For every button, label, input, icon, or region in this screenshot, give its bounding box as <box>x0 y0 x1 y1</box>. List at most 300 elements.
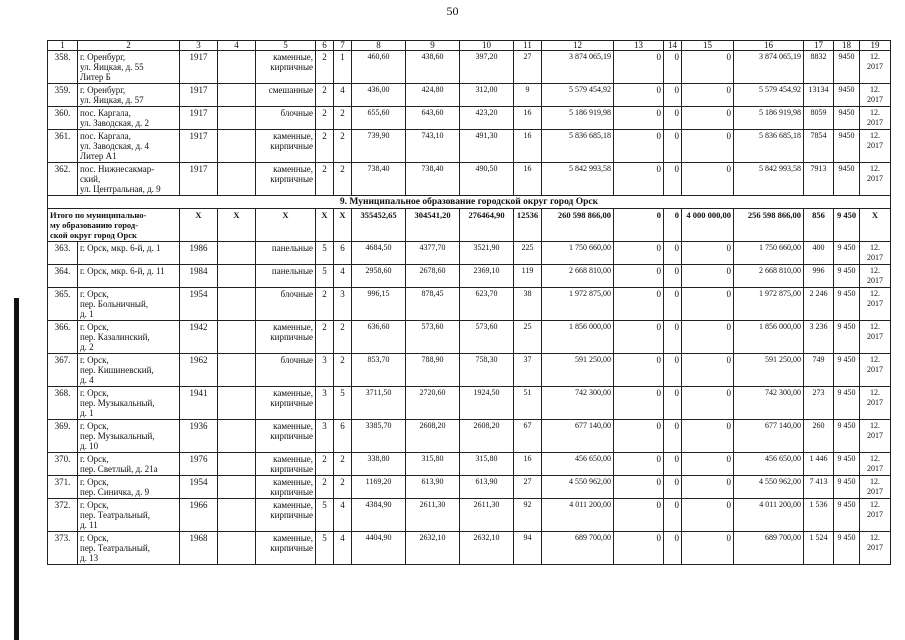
cell-col15: 0 <box>682 107 734 130</box>
cell-col17: 7913 <box>804 163 834 196</box>
cell-col13: 0 <box>614 499 664 532</box>
cell-area-residential: 613,90 <box>460 476 514 499</box>
address-line: пер. Театральный, <box>80 510 150 520</box>
cell-repair-cost: 5 186 919,98 <box>542 107 614 130</box>
total-area-1: 355452,65 <box>352 209 406 242</box>
cell-col17: 749 <box>804 354 834 387</box>
cell-repair-cost: 3 874 065,19 <box>542 51 614 84</box>
address-line: пер. Театральный, <box>80 543 150 553</box>
cell-entrances: 6 <box>334 242 352 265</box>
cell-col16: 5 186 919,98 <box>734 107 804 130</box>
cell-residents: 37 <box>514 354 542 387</box>
cell-address <box>78 453 180 476</box>
completion-date-line: 2017 <box>867 118 883 127</box>
cell-area-total: 2958,60 <box>352 265 406 288</box>
cell-residents: 16 <box>514 163 542 196</box>
address-line: пер. Казалинский, <box>80 332 150 342</box>
column-number: 1 <box>48 41 78 51</box>
cell-area-total: 4684,50 <box>352 242 406 265</box>
wall-material-line: блочные <box>280 355 313 365</box>
cell-floors: 2 <box>316 476 334 499</box>
cell-floors: 3 <box>316 387 334 420</box>
housing-register-table <box>47 40 891 565</box>
cell-build-year: 1941 <box>180 387 218 420</box>
cell-col15: 0 <box>682 420 734 453</box>
address-line: г. Орск, <box>80 388 109 398</box>
cell-completion-date <box>860 532 891 565</box>
cell-repair-cost: 2 668 810,00 <box>542 265 614 288</box>
cell-repair-cost: 456 650,00 <box>542 453 614 476</box>
completion-date-line: 2017 <box>867 510 883 519</box>
address-line: пер. Больничный, <box>80 299 149 309</box>
cell-address <box>78 354 180 387</box>
completion-date-line: 12. <box>870 322 880 331</box>
column-number: 7 <box>334 41 352 51</box>
cell-build-year: 1962 <box>180 354 218 387</box>
wall-material-line: каменные, <box>273 164 313 174</box>
cell-completion-date <box>860 420 891 453</box>
address-line: ул. Заводская, д. 4 <box>80 141 150 151</box>
total-label-line: Итого по муниципально- <box>50 210 147 220</box>
cell-col17: 3 236 <box>804 321 834 354</box>
cell-area-living: 788,90 <box>406 354 460 387</box>
cell-entrances: 1 <box>334 51 352 84</box>
completion-date-line: 2017 <box>867 398 883 407</box>
cell-col14: 0 <box>664 354 682 387</box>
scan-edge-bar <box>14 298 19 640</box>
cell-area-total: 636,60 <box>352 321 406 354</box>
cell-col16: 5 836 685,18 <box>734 130 804 163</box>
cell-area-residential: 315,80 <box>460 453 514 476</box>
cell-wall-material <box>256 499 316 532</box>
cell-col18: 9450 <box>834 130 860 163</box>
wall-material-line: кирпичные <box>270 543 313 553</box>
completion-date-line: 2017 <box>867 365 883 374</box>
cell-col4 <box>218 130 256 163</box>
address-line: д. 1 <box>80 309 94 319</box>
cell-residents: 27 <box>514 476 542 499</box>
cell-floors: 5 <box>316 242 334 265</box>
cell-address <box>78 51 180 84</box>
address-line: Литер А1 <box>80 151 117 161</box>
cell-col18: 9 450 <box>834 476 860 499</box>
wall-material-line: каменные, <box>273 533 313 543</box>
cell-row-number: 365. <box>48 288 78 321</box>
cell-repair-cost: 1 856 000,00 <box>542 321 614 354</box>
cell-area-total: 436,00 <box>352 84 406 107</box>
address-line: г. Оренбург, <box>80 85 126 95</box>
cell-completion-date <box>860 499 891 532</box>
address-line: ул. Яицкая, д. 57 <box>80 95 144 105</box>
cell-col16: 4 011 200,00 <box>734 499 804 532</box>
completion-date-line: 2017 <box>867 253 883 262</box>
cell-completion-date <box>860 387 891 420</box>
column-number: 6 <box>316 41 334 51</box>
cell-col15: 0 <box>682 288 734 321</box>
cell-residents: 225 <box>514 242 542 265</box>
wall-material-line: блочные <box>280 108 313 118</box>
address-line: пер. Музыкальный, <box>80 431 155 441</box>
cell-col16: 5 579 454,92 <box>734 84 804 107</box>
cell-area-living: 738,40 <box>406 163 460 196</box>
cell-col18: 9450 <box>834 107 860 130</box>
cell-row-number: 371. <box>48 476 78 499</box>
cell-col14: 0 <box>664 107 682 130</box>
cell-repair-cost: 4 550 962,00 <box>542 476 614 499</box>
table-row <box>48 420 891 453</box>
total-label-line: му образованию город- <box>50 220 139 230</box>
column-number: 8 <box>352 41 406 51</box>
total-col13: 0 <box>614 209 664 242</box>
cell-floors: 2 <box>316 107 334 130</box>
cell-row-number: 359. <box>48 84 78 107</box>
table-row <box>48 288 891 321</box>
address-line: ул. Центральная, д. 9 <box>80 184 161 194</box>
address-line: г. Орск, мкр. 6-й, д. 1 <box>80 243 161 253</box>
column-number: 15 <box>682 41 734 51</box>
cell-area-residential: 573,60 <box>460 321 514 354</box>
completion-date-line: 12. <box>870 266 880 275</box>
cell-floors: 3 <box>316 420 334 453</box>
cell-col17: 260 <box>804 420 834 453</box>
cell-col15: 0 <box>682 163 734 196</box>
cell-residents: 67 <box>514 420 542 453</box>
cell-completion-date <box>860 130 891 163</box>
wall-material-line: кирпичные <box>270 431 313 441</box>
cell-col13: 0 <box>614 453 664 476</box>
cell-wall-material <box>256 265 316 288</box>
section-title: 9. Муниципальное образование городской округ город Орск <box>48 196 891 209</box>
total-col17: 856 <box>804 209 834 242</box>
cell-build-year: 1966 <box>180 499 218 532</box>
cell-completion-date <box>860 453 891 476</box>
table-row <box>48 453 891 476</box>
cell-build-year: 1917 <box>180 84 218 107</box>
cell-col4 <box>218 420 256 453</box>
cell-col4 <box>218 453 256 476</box>
address-line: ский, <box>80 174 101 184</box>
column-number: 5 <box>256 41 316 51</box>
cell-row-number: 369. <box>48 420 78 453</box>
cell-address <box>78 107 180 130</box>
total-year: X <box>180 209 218 242</box>
cell-completion-date <box>860 163 891 196</box>
cell-area-residential: 758,30 <box>460 354 514 387</box>
completion-date-line: 12. <box>870 477 880 486</box>
cell-row-number: 358. <box>48 51 78 84</box>
total-label <box>48 209 180 242</box>
cell-col4 <box>218 107 256 130</box>
completion-date-line: 2017 <box>867 487 883 496</box>
cell-build-year: 1986 <box>180 242 218 265</box>
cell-col18: 9 450 <box>834 453 860 476</box>
cell-entrances: 2 <box>334 321 352 354</box>
table-row <box>48 499 891 532</box>
cell-area-living: 424,80 <box>406 84 460 107</box>
cell-col13: 0 <box>614 354 664 387</box>
cell-col14: 0 <box>664 321 682 354</box>
cell-col17: 996 <box>804 265 834 288</box>
cell-repair-cost: 4 011 200,00 <box>542 499 614 532</box>
cell-col18: 9 450 <box>834 532 860 565</box>
cell-row-number: 370. <box>48 453 78 476</box>
section-header-row <box>48 196 891 209</box>
cell-col4 <box>218 476 256 499</box>
cell-row-number: 363. <box>48 242 78 265</box>
cell-col15: 0 <box>682 354 734 387</box>
cell-residents: 16 <box>514 453 542 476</box>
cell-repair-cost: 742 300,00 <box>542 387 614 420</box>
cell-address <box>78 321 180 354</box>
cell-col13: 0 <box>614 107 664 130</box>
cell-col16: 4 550 962,00 <box>734 476 804 499</box>
cell-residents: 27 <box>514 51 542 84</box>
cell-address <box>78 84 180 107</box>
cell-repair-cost: 677 140,00 <box>542 420 614 453</box>
cell-entrances: 4 <box>334 532 352 565</box>
cell-col15: 0 <box>682 499 734 532</box>
address-line: пер. Музыкальный, <box>80 398 155 408</box>
cell-address <box>78 265 180 288</box>
cell-completion-date <box>860 242 891 265</box>
cell-area-residential: 423,20 <box>460 107 514 130</box>
cell-floors: 2 <box>316 163 334 196</box>
cell-residents: 92 <box>514 499 542 532</box>
cell-build-year: 1917 <box>180 130 218 163</box>
cell-entrances: 2 <box>334 130 352 163</box>
cell-floors: 5 <box>316 499 334 532</box>
cell-area-total: 739,90 <box>352 130 406 163</box>
cell-build-year: 1936 <box>180 420 218 453</box>
cell-address <box>78 288 180 321</box>
cell-floors: 2 <box>316 130 334 163</box>
cell-row-number: 361. <box>48 130 78 163</box>
wall-material-line: каменные, <box>273 131 313 141</box>
cell-col14: 0 <box>664 84 682 107</box>
address-line: д. 13 <box>80 553 99 563</box>
cell-col15: 0 <box>682 130 734 163</box>
address-line: пос. Каргала, <box>80 131 131 141</box>
cell-address <box>78 499 180 532</box>
address-line: д. 11 <box>80 520 98 530</box>
cell-area-total: 338,80 <box>352 453 406 476</box>
cell-col16: 3 874 065,19 <box>734 51 804 84</box>
page-number: 50 <box>446 4 459 18</box>
cell-build-year: 1917 <box>180 163 218 196</box>
cell-col17: 2 246 <box>804 288 834 321</box>
cell-col18: 9 450 <box>834 242 860 265</box>
cell-build-year: 1976 <box>180 453 218 476</box>
cell-area-total: 460,60 <box>352 51 406 84</box>
cell-repair-cost: 689 700,00 <box>542 532 614 565</box>
cell-area-living: 2720,60 <box>406 387 460 420</box>
cell-wall-material <box>256 242 316 265</box>
cell-area-residential: 623,70 <box>460 288 514 321</box>
address-line: г. Орск, <box>80 355 109 365</box>
cell-repair-cost: 1 972 875,00 <box>542 288 614 321</box>
wall-material-line: каменные, <box>273 477 313 487</box>
cell-address <box>78 242 180 265</box>
cell-entrances: 2 <box>334 453 352 476</box>
cell-floors: 2 <box>316 84 334 107</box>
cell-col14: 0 <box>664 265 682 288</box>
cell-col15: 0 <box>682 84 734 107</box>
cell-residents: 38 <box>514 288 542 321</box>
column-number: 10 <box>460 41 514 51</box>
column-number: 2 <box>78 41 180 51</box>
wall-material-line: каменные, <box>273 500 313 510</box>
total-label-line: ской округ город Орск <box>50 230 137 240</box>
cell-area-residential: 491,30 <box>460 130 514 163</box>
cell-residents: 16 <box>514 130 542 163</box>
cell-repair-cost: 1 750 660,00 <box>542 242 614 265</box>
cell-col13: 0 <box>614 163 664 196</box>
cell-area-living: 743,10 <box>406 130 460 163</box>
column-number: 16 <box>734 41 804 51</box>
cell-col14: 0 <box>664 499 682 532</box>
completion-date-line: 2017 <box>867 299 883 308</box>
cell-repair-cost: 5 842 993,58 <box>542 163 614 196</box>
wall-material-line: кирпичные <box>270 510 313 520</box>
cell-col18: 9450 <box>834 163 860 196</box>
cell-col13: 0 <box>614 476 664 499</box>
completion-date-line: 2017 <box>867 62 883 71</box>
total-col18: 9 450 <box>834 209 860 242</box>
cell-residents: 94 <box>514 532 542 565</box>
completion-date-line: 2017 <box>867 174 883 183</box>
cell-area-residential: 1924,50 <box>460 387 514 420</box>
cell-wall-material <box>256 288 316 321</box>
cell-area-living: 2632,10 <box>406 532 460 565</box>
wall-material-line: каменные, <box>273 421 313 431</box>
table-body-bottom <box>48 242 891 565</box>
cell-floors: 3 <box>316 354 334 387</box>
address-line: г. Орск, <box>80 500 109 510</box>
cell-entrances: 4 <box>334 84 352 107</box>
cell-col4 <box>218 51 256 84</box>
cell-col18: 9 450 <box>834 288 860 321</box>
total-cost: 260 598 866,00 <box>542 209 614 242</box>
cell-floors: 2 <box>316 321 334 354</box>
wall-material-line: каменные, <box>273 388 313 398</box>
cell-wall-material <box>256 51 316 84</box>
cell-col18: 9 450 <box>834 265 860 288</box>
wall-material-line: каменные, <box>273 322 313 332</box>
cell-col18: 9 450 <box>834 321 860 354</box>
total-entrances: X <box>334 209 352 242</box>
cell-wall-material <box>256 420 316 453</box>
cell-repair-cost: 591 250,00 <box>542 354 614 387</box>
address-line: г. Орск, <box>80 533 109 543</box>
wall-material-line: каменные, <box>273 52 313 62</box>
completion-date-line: 12. <box>870 500 880 509</box>
wall-material-line: кирпичные <box>270 174 313 184</box>
cell-residents: 51 <box>514 387 542 420</box>
cell-col4 <box>218 387 256 420</box>
table-body-top <box>48 41 891 196</box>
cell-repair-cost: 5 836 685,18 <box>542 130 614 163</box>
table-row <box>48 387 891 420</box>
completion-date-line: 2017 <box>867 95 883 104</box>
cell-col16: 2 668 810,00 <box>734 265 804 288</box>
completion-date-line: 2017 <box>867 141 883 150</box>
cell-wall-material <box>256 387 316 420</box>
cell-col13: 0 <box>614 387 664 420</box>
cell-col17: 7854 <box>804 130 834 163</box>
cell-col13: 0 <box>614 84 664 107</box>
table-row <box>48 130 891 163</box>
cell-area-residential: 3521,90 <box>460 242 514 265</box>
cell-col13: 0 <box>614 288 664 321</box>
total-residents: 12536 <box>514 209 542 242</box>
cell-col17: 8059 <box>804 107 834 130</box>
address-line: ул. Яицкая, д. 55 <box>80 62 144 72</box>
completion-date-line: 12. <box>870 164 880 173</box>
total-col16: 256 598 866,00 <box>734 209 804 242</box>
wall-material-line: кирпичные <box>270 398 313 408</box>
cell-entrances: 2 <box>334 107 352 130</box>
table-row <box>48 265 891 288</box>
address-line: д. 1 <box>80 408 94 418</box>
cell-col4 <box>218 265 256 288</box>
total-col15: 4 000 000,00 <box>682 209 734 242</box>
cell-address <box>78 476 180 499</box>
total-area-2: 304541,20 <box>406 209 460 242</box>
cell-entrances: 6 <box>334 420 352 453</box>
wall-material-line: панельные <box>271 266 313 276</box>
cell-area-total: 1169,20 <box>352 476 406 499</box>
cell-entrances: 2 <box>334 354 352 387</box>
cell-col14: 0 <box>664 51 682 84</box>
cell-build-year: 1954 <box>180 476 218 499</box>
wall-material-line: каменные, <box>273 454 313 464</box>
cell-row-number: 373. <box>48 532 78 565</box>
cell-area-residential: 397,20 <box>460 51 514 84</box>
cell-area-living: 2678,60 <box>406 265 460 288</box>
cell-build-year: 1942 <box>180 321 218 354</box>
total-area-3: 276464,90 <box>460 209 514 242</box>
column-number: 4 <box>218 41 256 51</box>
cell-col18: 9 450 <box>834 387 860 420</box>
cell-wall-material <box>256 476 316 499</box>
section-block <box>48 196 891 242</box>
cell-build-year: 1917 <box>180 51 218 84</box>
cell-residents: 119 <box>514 265 542 288</box>
cell-floors: 5 <box>316 532 334 565</box>
cell-col13: 0 <box>614 242 664 265</box>
cell-col16: 677 140,00 <box>734 420 804 453</box>
total-col14: 0 <box>664 209 682 242</box>
wall-material-line: смешанные <box>268 85 313 95</box>
completion-date-line: 12. <box>870 388 880 397</box>
cell-address <box>78 130 180 163</box>
cell-area-living: 573,60 <box>406 321 460 354</box>
column-number: 13 <box>614 41 664 51</box>
cell-col15: 0 <box>682 51 734 84</box>
cell-area-total: 3385,70 <box>352 420 406 453</box>
column-number: 17 <box>804 41 834 51</box>
completion-date-line: 2017 <box>867 431 883 440</box>
cell-wall-material <box>256 84 316 107</box>
address-line: пер. Кишиневский, <box>80 365 154 375</box>
completion-date-line: 12. <box>870 131 880 140</box>
cell-build-year: 1968 <box>180 532 218 565</box>
cell-col16: 591 250,00 <box>734 354 804 387</box>
column-number: 11 <box>514 41 542 51</box>
cell-completion-date <box>860 51 891 84</box>
completion-date-line: 12. <box>870 454 880 463</box>
cell-col15: 0 <box>682 476 734 499</box>
